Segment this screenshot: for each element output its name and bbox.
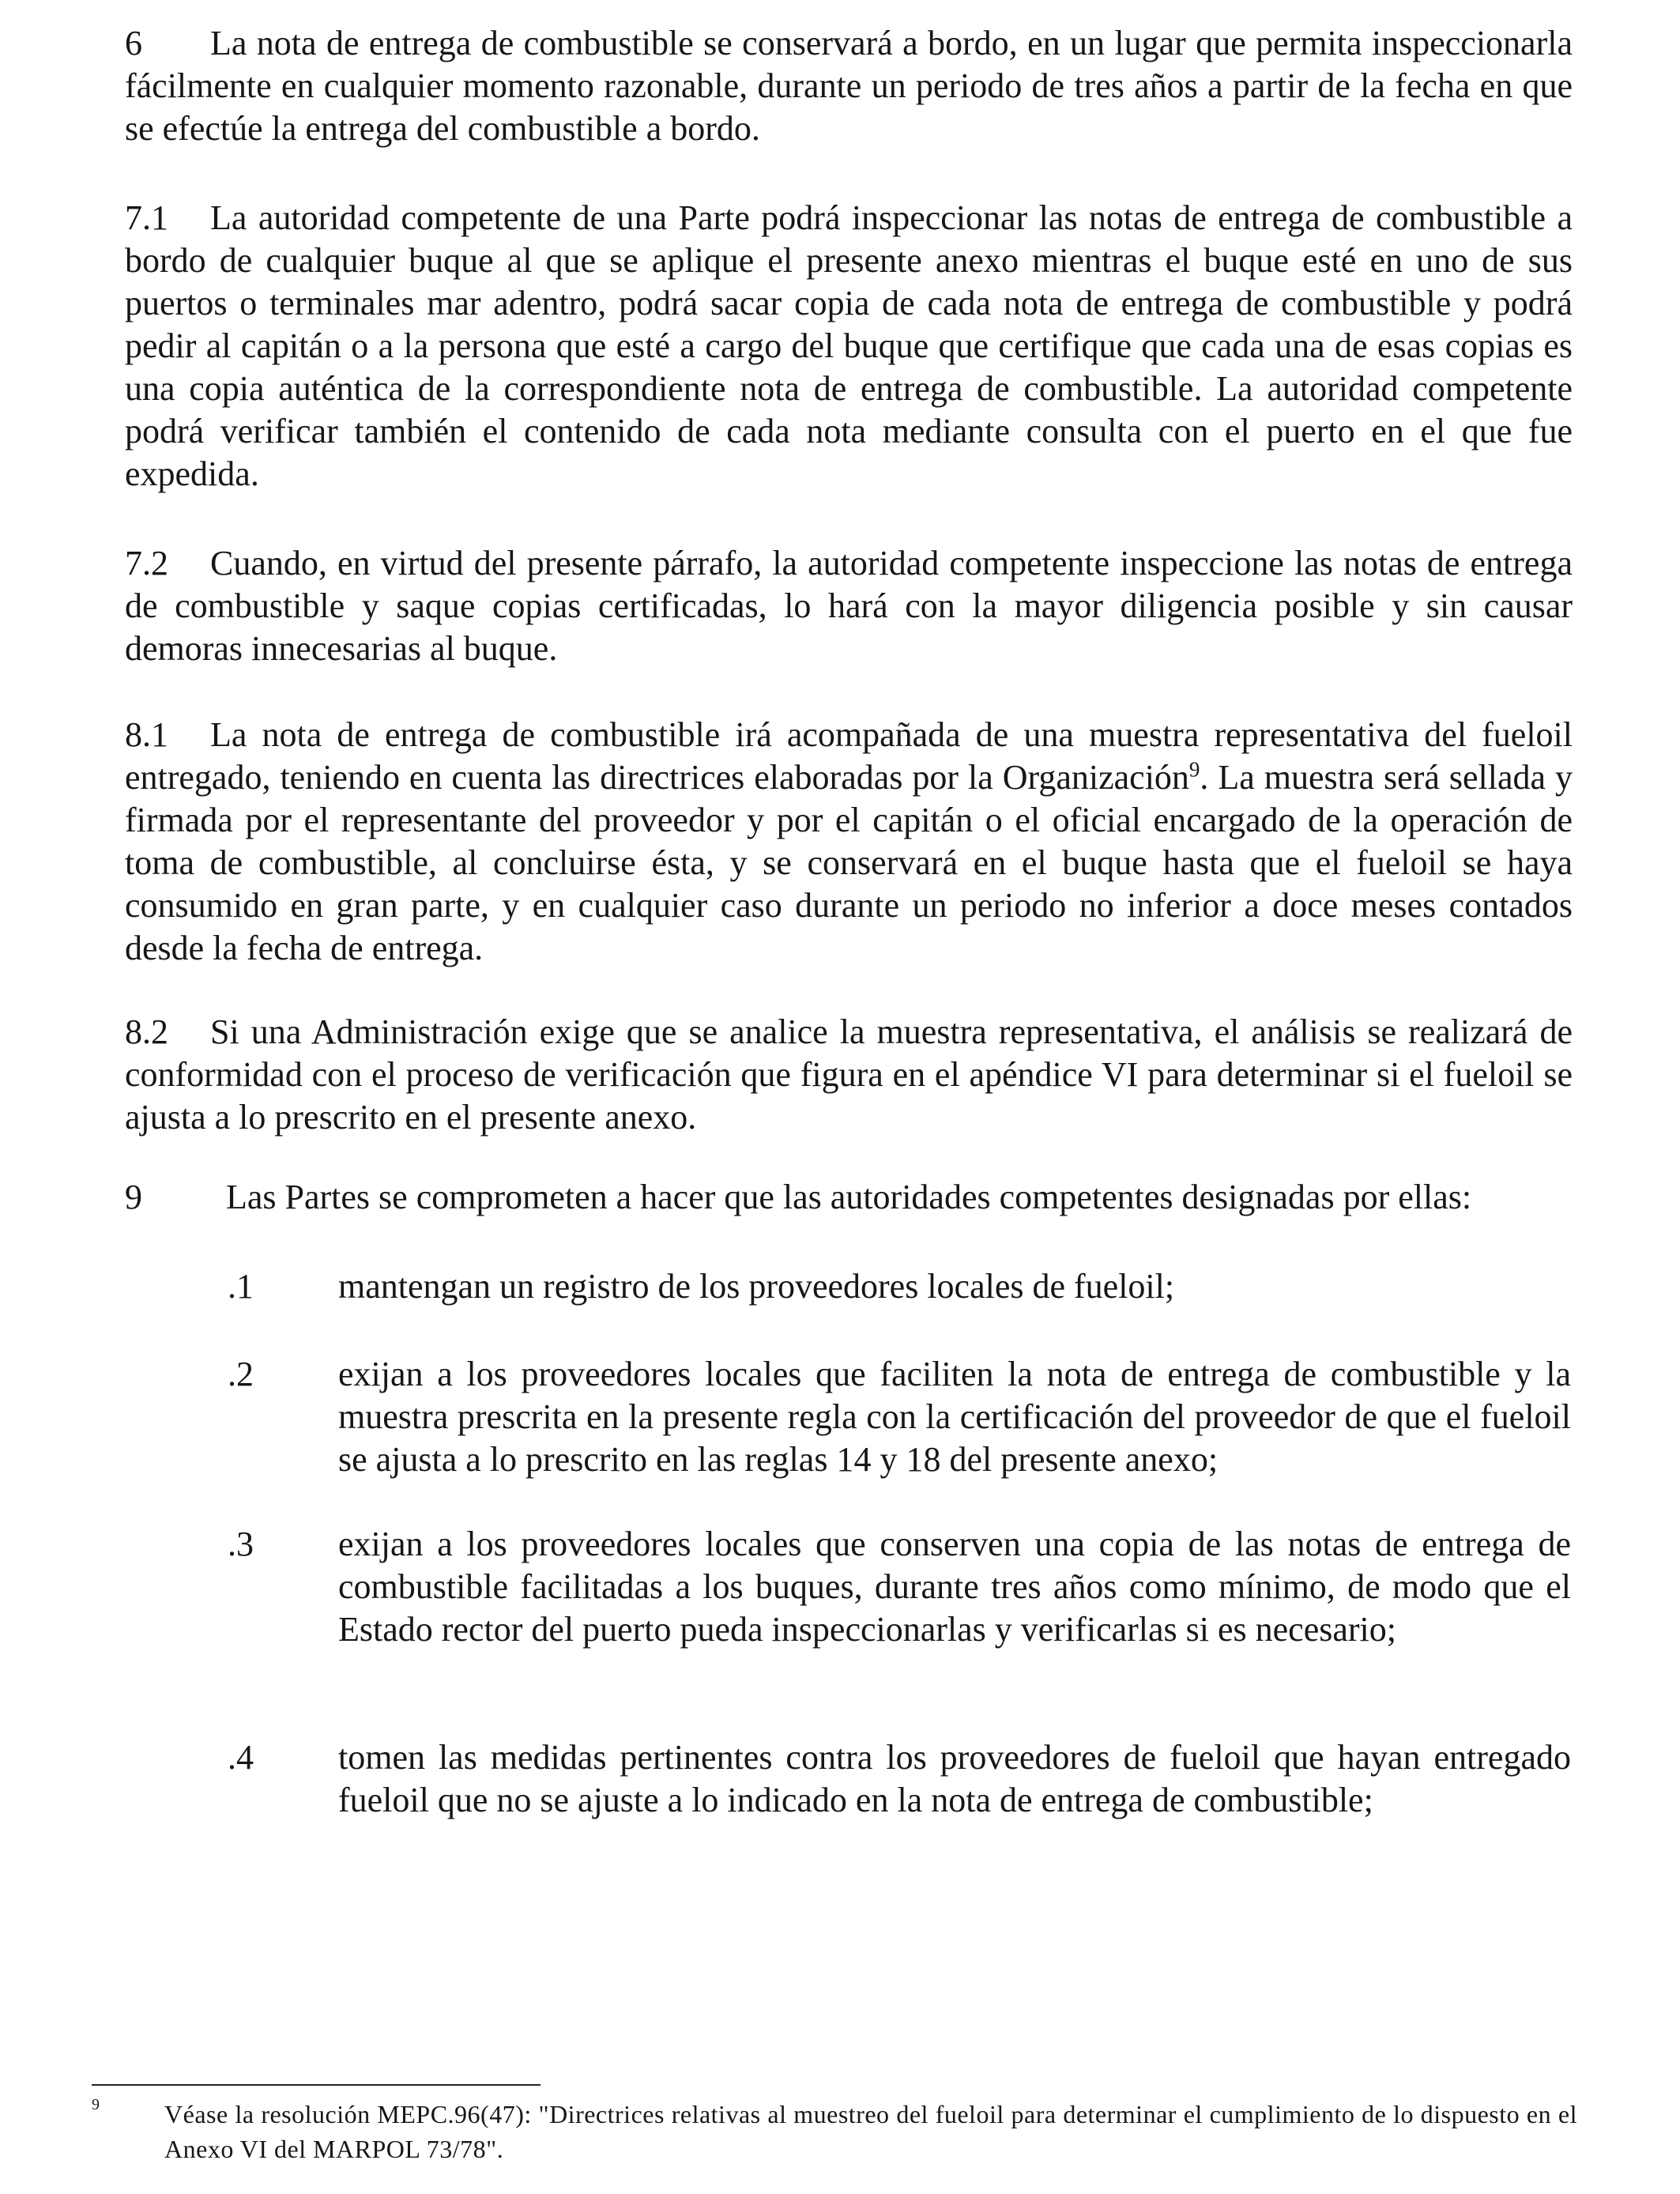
list-item-text: mantengan un registro de los proveedores locales de fueloil; — [338, 1267, 1175, 1306]
paragraph-8-1 — [125, 714, 1573, 970]
list-item-number: .1 — [228, 1267, 254, 1306]
paragraph-number: 8.1 — [125, 715, 168, 754]
list-item — [228, 1265, 1571, 1308]
footnote-reference: 9 — [1188, 757, 1200, 782]
list-item-text: exijan a los proveedores locales que conserven una copia de las notas de entrega de combustible facilitadas a los buques, durante tres años como mínimo, de modo que el Estado rector del puerto pueda inspeccionarlas y verificarlas si es necesario; — [338, 1525, 1571, 1649]
footnote-text: Véase la resolución MEPC.96(47): "Directrices relativas al muestreo del fueloil para determinar el cumplimiento de lo dispuesto en el Anexo VI del MARPOL 73/78". — [164, 2100, 1577, 2163]
list-item-number: .2 — [228, 1355, 254, 1393]
paragraph-9 — [125, 1176, 1573, 1219]
list-item-number: .4 — [228, 1738, 254, 1777]
list-item — [228, 1736, 1571, 1822]
paragraph-number: 7.1 — [125, 198, 168, 237]
list-item-text: exijan a los proveedores locales que faciliten la nota de entrega de combustible y la muestra prescrita en la presente regla con la certificación del proveedor de que el fueloil se ajusta a lo prescrito en las reglas 14 y 18 del presente anexo; — [338, 1355, 1571, 1479]
paragraph-number: 6 — [125, 24, 142, 62]
list-item-text: tomen las medidas pertinentes contra los proveedores de fueloil que hayan entregado fueloil que no se ajuste a lo indicado en la nota de entrega de combustible; — [338, 1738, 1571, 1819]
footnote — [92, 2097, 1577, 2166]
footnote-mark: 9 — [92, 2096, 100, 2113]
paragraph-text: Las Partes se comprometen a hacer que las autoridades competentes designadas por ellas: — [226, 1178, 1472, 1216]
paragraph-number: 9 — [125, 1178, 142, 1216]
paragraph-text: Cuando, en virtud del presente párrafo, la autoridad competente inspeccione las notas de entrega de combustible y saque copias certificadas, lo hará con la mayor diligencia posible y sin causar demoras innecesarias al buque. — [125, 544, 1573, 668]
paragraph-8-2 — [125, 1011, 1573, 1139]
paragraph-text: La nota de entrega de combustible se conservará a bordo, en un lugar que permita inspeccionarla fácilmente en cualquier momento razonable, durante un periodo de tres años a partir de la fecha en que se efectúe la entrega del combustible a bordo. — [125, 24, 1573, 148]
list-item — [228, 1523, 1571, 1651]
paragraph-text-before: La nota de entrega de combustible irá acompañada de una muestra representativa del fueloil entregado, teniendo en cuenta las directrices elaboradas por la Organización — [125, 715, 1573, 797]
paragraph-6 — [125, 22, 1573, 150]
paragraph-number: 8.2 — [125, 1012, 168, 1051]
list-item-number: .3 — [228, 1525, 254, 1563]
paragraph-number: 7.2 — [125, 544, 168, 582]
paragraph-text: La autoridad competente de una Parte podrá inspeccionar las notas de entrega de combustible a bordo de cualquier buque al que se aplique el presente anexo mientras el buque esté en uno de sus puertos o terminales mar adentro, podrá sacar copia de cada nota de entrega de combustible y podrá pedir al capitán o a la persona que esté a cargo del buque que certifique que cada una de esas copias es una copia auténtica de la correspondiente nota de entrega de combustible. La autoridad competente podrá verificar también el contenido de cada nota mediante consulta con el puerto en el que fue expedida. — [125, 198, 1573, 493]
paragraph-text: Si una Administración exige que se analice la muestra representativa, el análisis se realizará de conformidad con el proceso de verificación que figura en el apéndice VI para determinar si el fueloil se ajusta a lo prescrito en el presente anexo. — [125, 1012, 1573, 1137]
list-item — [228, 1353, 1571, 1481]
paragraph-7-1 — [125, 197, 1573, 496]
paragraph-7-2 — [125, 542, 1573, 670]
footnote-divider — [92, 2084, 541, 2086]
paragraph-text-after: . La muestra será sellada y firmada por el representante del proveedor y por el capitán o el oficial encargado de la operación de toma de combustible, al concluirse ésta, y se conservará en el buque hasta que el fueloil se haya consumido en gran parte, y en cualquier caso durante un periodo no inferior a doce meses contados desde la fecha de entrega. — [125, 758, 1573, 967]
